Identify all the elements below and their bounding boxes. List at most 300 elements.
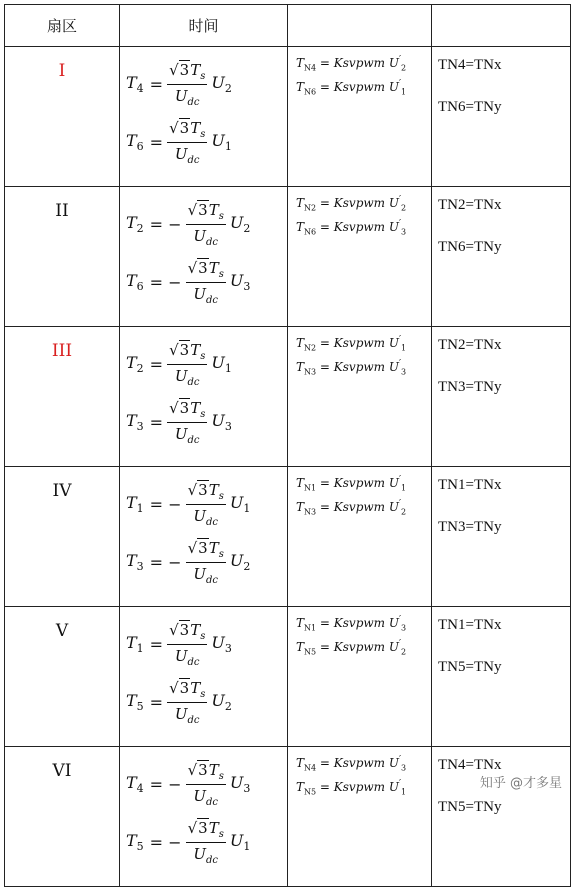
equals-sign: = − [149,832,182,852]
equals-sign: = [149,692,164,712]
time-equation [126,673,287,731]
sqrt-symbol: √ [169,678,179,697]
pwm-equation [296,55,431,79]
pwm-equation [296,219,431,243]
time-equation [126,813,287,871]
sector-cell: V [5,607,120,747]
denominator-var: U [174,144,188,163]
u-var: U [211,632,225,652]
fraction [186,539,226,586]
sector-cell: IV [5,467,120,607]
pwm-cell [288,747,432,887]
u-sub: 3 [224,420,232,434]
tn-assignment: TN5=TNy [438,799,502,815]
equals-sign: = [149,634,164,654]
time-formula-cell [120,187,288,327]
u-sub: 2 [243,222,251,236]
time-equation [126,253,287,311]
lhs-var: T [126,352,137,372]
pwm-t: T [296,616,305,630]
lhs-sub: 2 [136,362,144,376]
equation-lhs [126,773,144,795]
lhs-var: T [126,492,137,512]
u-sub: 2 [224,82,232,96]
equation-u [211,353,231,375]
fraction-denominator [193,283,218,306]
pwm-u-sub: 2 [401,63,407,73]
pwm-equation [296,615,431,639]
fraction-denominator [175,703,200,726]
sqrt-radicand: 3 [179,620,190,639]
lhs-var: T [126,270,137,290]
pwm-t: T [296,196,305,210]
fraction-numerator [167,399,207,423]
time-equation [126,55,287,113]
pwm-cell [288,187,432,327]
fraction [186,819,226,866]
numerator-sub: s [218,268,224,280]
pwm-rhs: = Ksvpwm U [316,780,399,794]
sector-cell: II [5,187,120,327]
pwm-u-sub: 2 [401,507,407,517]
equation-lhs [126,73,144,95]
fraction-denominator [175,423,200,446]
numerator-var: T [190,678,201,697]
pwm-u-sub: 1 [401,343,407,353]
sqrt-radicand: 3 [179,340,190,359]
header-col4 [432,5,571,47]
denominator-sub: dc [187,96,200,108]
pwm-t-sub: N1 [304,483,317,493]
pwm-rhs: = Ksvpwm U [316,616,399,630]
pwm-prime: ′ [398,359,402,369]
time-equation [126,195,287,253]
pwm-cell [288,47,432,187]
sector-cell: III [5,327,120,467]
time-formula-cell [120,747,288,887]
pwm-t: T [296,500,305,514]
pwm-cell [288,467,432,607]
fraction [186,201,226,248]
sqrt-radicand: 3 [198,200,208,219]
numerator-var: T [208,760,219,779]
equation-lhs [126,493,144,515]
numerator-var: T [208,258,219,277]
numerator-sub: s [218,210,224,222]
u-sub: 1 [224,362,232,376]
denominator-var: U [193,564,207,583]
lhs-var: T [126,72,137,92]
pwm-rhs: = Ksvpwm U [316,196,399,210]
lhs-sub: 2 [136,222,144,236]
pwm-rhs: = Ksvpwm U [316,500,399,514]
fraction [186,481,226,528]
fraction-numerator [186,259,226,283]
sqrt-symbol: √ [187,200,198,219]
fraction-numerator [186,539,226,563]
tn-assignment-cell [432,187,571,327]
pwm-prime: ′ [398,195,402,205]
denominator-sub: dc [187,714,200,726]
equation-u [211,633,231,655]
fraction-numerator [167,341,207,365]
tn-assignment: TN6=TNy [438,99,502,115]
table-row [5,467,571,607]
u-var: U [211,130,225,150]
u-sub: 1 [243,502,251,516]
numerator-sub: s [200,128,206,140]
tn-assignment: TN5=TNy [438,659,502,675]
sqrt-symbol: √ [169,60,179,79]
pwm-t: T [296,220,305,234]
watermark-text: 知乎 @才多星 [479,776,562,791]
equation-lhs [126,353,144,375]
sqrt-radicand: 3 [179,60,190,79]
denominator-var: U [193,844,207,863]
table-row [5,747,571,887]
numerator-sub: s [200,350,206,362]
pwm-t-sub: N6 [304,87,317,97]
fraction-numerator [167,679,207,703]
sqrt-symbol: √ [169,398,179,417]
u-sub: 1 [243,840,251,854]
pwm-t: T [296,360,305,374]
sqrt-symbol: √ [169,118,179,137]
tn-assignment-cell [432,607,571,747]
header-sector: 扇区 [5,5,120,47]
tn-assignment: TN2=TNx [438,337,502,353]
u-sub: 3 [243,782,251,796]
equation-lhs [126,691,144,713]
sqrt-radicand: 3 [198,760,208,779]
denominator-sub: dc [206,854,219,866]
pwm-prime: ′ [398,335,402,345]
numerator-sub: s [218,490,224,502]
time-equation [126,755,287,813]
denominator-var: U [193,506,207,525]
fraction [186,259,226,306]
pwm-t-sub: N5 [304,647,317,657]
numerator-sub: s [200,630,206,642]
tn-assignment-cell [432,747,571,887]
fraction-numerator [186,761,226,785]
pwm-rhs: = Ksvpwm U [316,360,399,374]
lhs-sub: 6 [136,140,144,154]
time-formula-cell [120,327,288,467]
lhs-sub: 6 [136,280,144,294]
time-formula-cell [120,47,288,187]
u-var: U [211,690,225,710]
lhs-var: T [126,410,137,430]
pwm-rhs: = Ksvpwm U [316,756,399,770]
time-equation [126,335,287,393]
numerator-var: T [208,538,219,557]
lhs-var: T [126,632,137,652]
pwm-cell [288,607,432,747]
denominator-var: U [174,646,188,665]
pwm-equation [296,755,431,779]
sqrt-symbol: √ [187,258,198,277]
pwm-equation [296,475,431,499]
u-sub: 3 [224,642,232,656]
lhs-sub: 4 [136,782,144,796]
denominator-var: U [174,704,188,723]
lhs-var: T [126,212,137,232]
denominator-sub: dc [187,154,200,166]
fraction-denominator [193,225,218,248]
equation-lhs [126,131,144,153]
u-var: U [229,772,244,792]
pwm-t: T [296,476,305,490]
pwm-t: T [296,336,305,350]
denominator-sub: dc [206,236,219,248]
tn-assignment: TN6=TNy [438,239,502,255]
denominator-sub: dc [187,656,200,668]
pwm-rhs: = Ksvpwm U [316,56,399,70]
u-sub: 2 [224,700,232,714]
pwm-equation [296,779,431,803]
sqrt-symbol: √ [169,620,179,639]
numerator-var: T [190,398,201,417]
pwm-t: T [296,640,305,654]
pwm-t-sub: N2 [304,343,317,353]
equation-u [230,213,250,235]
fraction-numerator [186,201,226,225]
sector-cell: VI [5,747,120,887]
table-header-row [5,5,571,47]
lhs-var: T [126,830,137,850]
pwm-prime: ′ [398,55,402,65]
equals-sign: = − [149,774,182,794]
pwm-equation [296,335,431,359]
fraction [167,621,207,668]
tn-assignment: TN4=TNx [438,57,502,73]
equals-sign: = − [149,494,182,514]
denominator-sub: dc [206,294,219,306]
pwm-t-sub: N6 [304,227,317,237]
fraction [186,761,226,808]
pwm-equation [296,499,431,523]
lhs-sub: 5 [136,700,144,714]
table-row [5,327,571,467]
numerator-sub: s [218,828,224,840]
equation-u [230,493,250,515]
fraction-denominator [193,785,218,808]
pwm-prime: ′ [398,755,402,765]
numerator-var: T [208,200,219,219]
pwm-cell [288,327,432,467]
lhs-sub: 3 [136,420,144,434]
svpwm-sector-table [4,4,571,887]
pwm-t: T [296,56,305,70]
pwm-t-sub: N3 [304,507,317,517]
sqrt-symbol: √ [187,480,198,499]
tn-assignment: TN1=TNx [438,477,502,493]
denominator-sub: dc [206,796,219,808]
time-equation [126,475,287,533]
lhs-sub: 1 [136,642,144,656]
tn-assignment-cell [432,467,571,607]
pwm-equation [296,639,431,663]
numerator-var: T [190,60,201,79]
numerator-sub: s [200,688,206,700]
equation-u [230,271,250,293]
fraction-numerator [167,621,207,645]
denominator-var: U [174,86,188,105]
pwm-t: T [296,780,305,794]
fraction [167,679,207,726]
lhs-var: T [126,772,137,792]
tn-assignment: TN4=TNx [438,757,502,773]
equation-u [230,773,250,795]
equation-u [230,831,250,853]
equals-sign: = [149,354,164,374]
time-formula-cell [120,607,288,747]
time-equation [126,393,287,451]
denominator-var: U [193,284,207,303]
numerator-var: T [208,480,219,499]
pwm-rhs: = Ksvpwm U [316,220,399,234]
fraction-numerator [186,819,226,843]
lhs-sub: 5 [136,840,144,854]
pwm-equation [296,359,431,383]
pwm-prime: ′ [398,639,402,649]
equals-sign: = − [149,214,182,234]
lhs-sub: 3 [136,560,144,574]
pwm-prime: ′ [398,499,402,509]
pwm-rhs: = Ksvpwm U [316,336,399,350]
pwm-rhs: = Ksvpwm U [316,476,399,490]
equals-sign: = − [149,272,182,292]
lhs-sub: 4 [136,82,144,96]
equation-lhs [126,411,144,433]
pwm-rhs: = Ksvpwm U [316,640,399,654]
denominator-sub: dc [187,434,200,446]
u-var: U [229,492,244,512]
equation-lhs [126,213,144,235]
tn-assignment: TN3=TNy [438,379,502,395]
equals-sign: = [149,132,164,152]
denominator-sub: dc [206,574,219,586]
numerator-var: T [208,818,219,837]
pwm-u-sub: 3 [401,623,407,633]
u-sub: 3 [243,280,251,294]
fraction-numerator [167,119,207,143]
fraction-denominator [175,85,200,108]
sqrt-radicand: 3 [179,678,190,697]
pwm-u-sub: 1 [401,787,407,797]
tn-assignment: TN3=TNy [438,519,502,535]
numerator-sub: s [218,770,224,782]
u-var: U [229,212,244,232]
u-var: U [211,352,225,372]
pwm-t-sub: N4 [304,763,317,773]
equation-u [211,131,231,153]
pwm-u-sub: 1 [401,87,407,97]
pwm-u-sub: 3 [401,227,407,237]
sqrt-symbol: √ [169,340,179,359]
tn-assignment: TN1=TNx [438,617,502,633]
table-row [5,47,571,187]
equation-u [230,551,250,573]
fraction-denominator [193,505,218,528]
numerator-var: T [190,620,201,639]
sector-cell: I [5,47,120,187]
pwm-prime: ′ [398,615,402,625]
header-col3 [288,5,432,47]
numerator-var: T [190,340,201,359]
tn-assignment: TN2=TNx [438,197,502,213]
pwm-t-sub: N1 [304,623,317,633]
pwm-rhs: = Ksvpwm U [316,80,399,94]
equals-sign: = [149,412,164,432]
sqrt-radicand: 3 [198,258,208,277]
pwm-t: T [296,80,305,94]
pwm-equation [296,195,431,219]
u-var: U [229,550,244,570]
fraction-denominator [175,365,200,388]
equation-u [211,73,231,95]
pwm-t: T [296,756,305,770]
pwm-prime: ′ [398,79,402,89]
lhs-var: T [126,130,137,150]
pwm-u-sub: 1 [401,483,407,493]
pwm-t-sub: N5 [304,787,317,797]
lhs-var: T [126,550,137,570]
numerator-sub: s [200,408,206,420]
fraction-numerator [167,61,207,85]
u-var: U [229,270,244,290]
table-row [5,607,571,747]
denominator-sub: dc [187,376,200,388]
tn-assignment-cell [432,47,571,187]
pwm-prime: ′ [398,219,402,229]
pwm-equation [296,79,431,103]
sqrt-radicand: 3 [198,538,208,557]
time-formula-cell [120,467,288,607]
pwm-u-sub: 3 [401,763,407,773]
lhs-var: T [126,690,137,710]
denominator-var: U [174,366,188,385]
fraction-numerator [186,481,226,505]
sqrt-radicand: 3 [179,118,190,137]
sqrt-symbol: √ [187,818,198,837]
pwm-prime: ′ [398,779,402,789]
numerator-var: T [190,118,201,137]
equation-lhs [126,831,144,853]
u-var: U [211,410,225,430]
table-row [5,187,571,327]
equals-sign: = − [149,552,182,572]
equation-lhs [126,633,144,655]
numerator-sub: s [200,70,206,82]
numerator-sub: s [218,548,224,560]
fraction-denominator [175,143,200,166]
pwm-u-sub: 2 [401,647,407,657]
equals-sign: = [149,74,164,94]
denominator-var: U [193,226,207,245]
equation-u [211,411,231,433]
sqrt-radicand: 3 [198,818,208,837]
time-equation [126,615,287,673]
sqrt-symbol: √ [187,538,198,557]
denominator-sub: dc [206,516,219,528]
sqrt-radicand: 3 [198,480,208,499]
u-sub: 2 [243,560,251,574]
equation-lhs [126,551,144,573]
fraction-denominator [193,563,218,586]
equation-u [211,691,231,713]
